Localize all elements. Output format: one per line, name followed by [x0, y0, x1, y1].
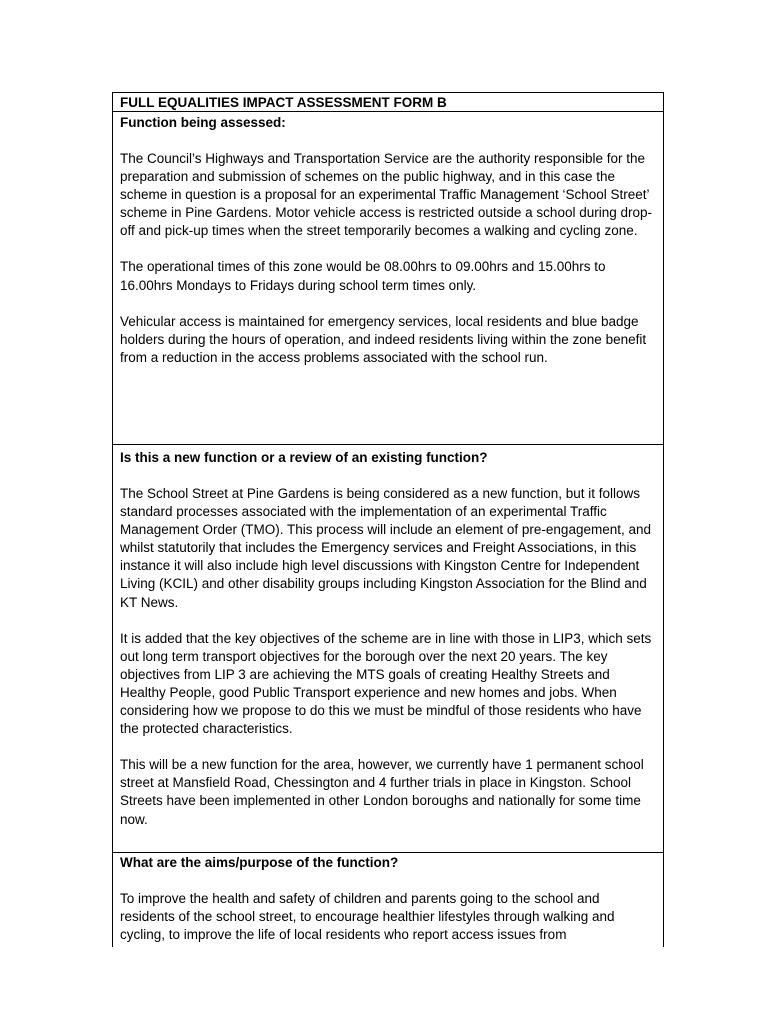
section-aims-purpose	[113, 853, 663, 944]
section-function-assessed	[113, 112, 663, 445]
section-heading: Is this a new function or a review of an existing function?	[120, 450, 488, 465]
section-paragraph: The Council’s Highways and Transportation Service are the authority responsible for the preparation and submission of schemes on the public highway, and in this case the scheme in question is a proposal for an experimental Traffic Management ‘School Street’ scheme in Pine Gardens. Motor vehicle access is restricted outside a school during drop-off and pick-up times when the street temporarily becomes a walking and cycling zone.	[120, 151, 653, 239]
section-paragraph: The operational times of this zone would be 08.00hrs to 09.00hrs and 15.00hrs to 16.00hrs Mondays to Fridays during school term times only.	[120, 259, 606, 293]
section-heading: What are the aims/purpose of the function?	[120, 855, 399, 870]
section-new-or-review	[113, 445, 663, 853]
section-paragraph: To improve the health and safety of children and parents going to the school and residents of the school street, to encourage healthier lifestyles through walking and cycling, to improve the life of local residents who report access issues from	[120, 891, 615, 943]
section-paragraph: The School Street at Pine Gardens is being considered as a new function, but it follows standard processes associated with the implementation of an experimental Traffic Management Order (TMO). This process will include an element of pre-engagement, and whilst statutorily that includes the Emergency services and Freight Associations, in this instance it will also include high level discussions with Kingston Centre for Independent Living (KCIL) and other disability groups including Kingston Association for the Blind and KT News.	[120, 486, 652, 610]
assessment-form-table	[112, 92, 664, 947]
section-paragraph: This will be a new function for the area, however, we currently have 1 permanent school street at Mansfield Road, Chessington and 4 further trials in place in Kingston. School Streets have been implemented in other London boroughs and nationally for some time now.	[120, 757, 644, 827]
form-title-cell	[113, 93, 663, 112]
section-paragraph: Vehicular access is maintained for emergency services, local residents and blue badge holders during the hours of operation, and indeed residents living within the zone benefit from a reduction in the access problems associated with the school run.	[120, 313, 647, 365]
section-paragraph: It is added that the key objectives of the scheme are in line with those in LIP3, which sets out long term transport objectives for the borough over the next 20 years. The key objectives from LIP 3 are achieving the MTS goals of creating Healthy Streets and Healthy People, good Public Transport experience and new homes and jobs. When considering how we propose to do this we must be mindful of those residents who have the protected characteristics.	[120, 630, 652, 737]
form-title: FULL EQUALITIES IMPACT ASSESSMENT FORM B	[120, 95, 447, 110]
section-heading: Function being assessed:	[120, 115, 286, 130]
